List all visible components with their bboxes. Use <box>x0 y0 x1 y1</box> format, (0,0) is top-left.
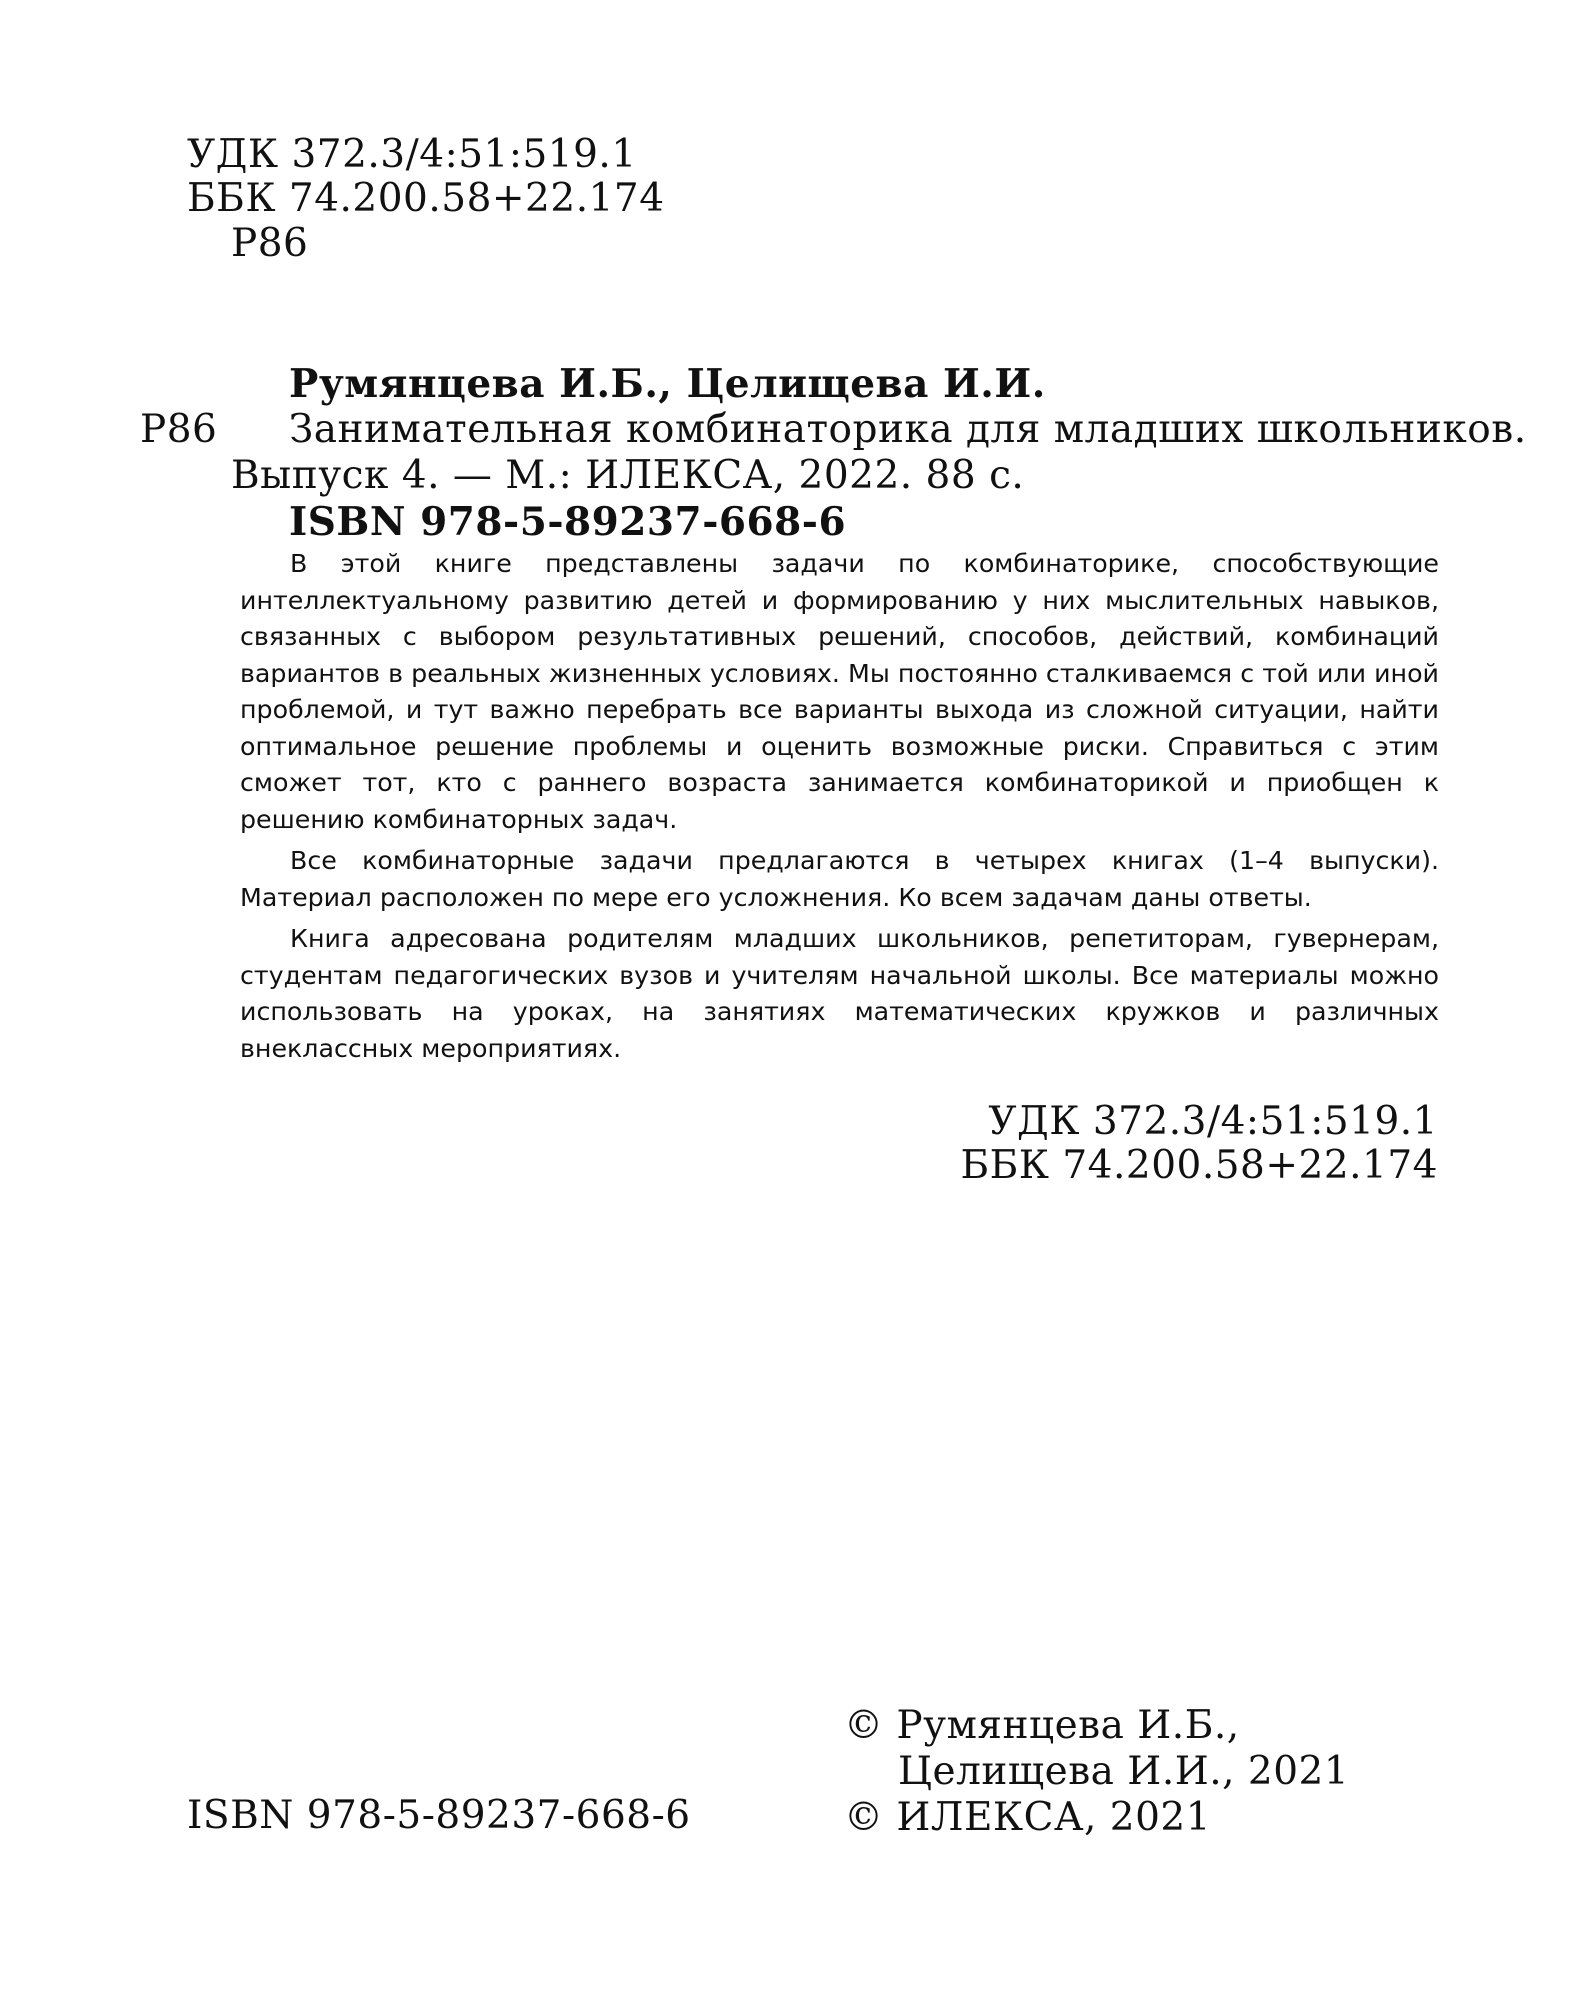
annotation-paragraph: Книга адресована родителям младших школьников, репетиторам, гувернерам, студентам педагогических вузов и учителям начальной школы. Все материалы можно использовать на уроках, на занятиях математических кружков и различных внеклассных мероприятиях. <box>240 924 1439 1063</box>
bbk-code: ББК 74.200.58+22.174 <box>187 176 665 221</box>
copyright-authors: © Румянцева И.Б., <box>844 1703 1240 1748</box>
book-publication-info: Выпуск 4. — М.: ИЛЕКСА, 2022. 88 с. <box>231 453 1025 498</box>
footer-isbn: ISBN 978-5-89237-668-6 <box>187 1793 691 1838</box>
author-mark: Р86 <box>231 221 309 266</box>
book-annotation <box>240 546 1439 1072</box>
book-title: Занимательная комбинаторика для младших школьников. <box>289 407 1527 452</box>
book-authors: Румянцева И.Б., Целищева И.И. <box>289 361 1046 407</box>
entry-isbn: ISBN 978-5-89237-668-6 <box>289 499 847 545</box>
annotation-paragraph: В этой книге представлены задачи по комбинаторике, способствующие интеллектуальному развитию детей и формированию у них мыслительных навыков, связанных с выбором результативных решений, способов, действий, комбинаций вариантов в реальных жизненных условиях. Мы постоянно сталкиваемся с той или иной проблемой, и тут важно перебрать все варианты выхода из сложной ситуации, найти оптимальное решение проблемы и оценить возможные риски. Справиться с этим сможет тот, кто с раннего возраста занимается комбинаторикой и приобщен к решению комбинаторных задач. <box>240 549 1439 834</box>
annotation-paragraph: Все комбинаторные задачи предлагаются в четырех книгах (1–4 выпуски). Материал расположен по мере его усложнения. Ко всем задачам даны ответы. <box>240 846 1439 912</box>
copyright-authors-continued: Целищева И.И., 2021 <box>898 1749 1350 1794</box>
margin-author-mark: Р86 <box>140 407 218 452</box>
udk-code: УДК 372.3/4:51:519.1 <box>187 132 637 177</box>
right-classification <box>960 1100 1438 1188</box>
copyright-publisher: © ИЛЕКСА, 2021 <box>844 1795 1212 1840</box>
right-udk-code: УДК 372.3/4:51:519.1 <box>988 1099 1438 1144</box>
right-bbk-code: ББК 74.200.58+22.174 <box>960 1143 1438 1188</box>
